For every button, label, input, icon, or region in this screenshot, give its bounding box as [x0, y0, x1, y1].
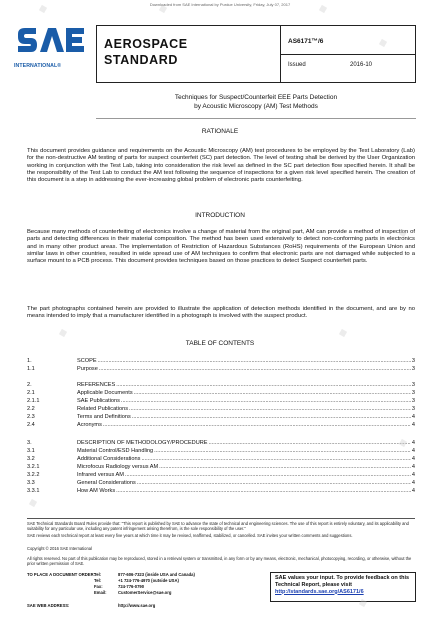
order-label: TO PLACE A DOCUMENT ORDER: [27, 572, 96, 577]
toc-entry[interactable] [27, 479, 415, 487]
toc-leader [134, 389, 411, 397]
toc-entry[interactable] [27, 487, 415, 495]
toc-entry-page: 4 [411, 448, 415, 454]
subtitle-line-1: Techniques for Suspect/Counterfeit EEE Parts Detection [174, 94, 338, 101]
toc-entry-title: Infrared versus AM [77, 472, 124, 478]
introduction-paragraph-2: The part photographs contained herein are provided to illustrate the application of detection methods identified in the document, and are by no means intended to imply that a manufacturer identified in a photograph is involved with the suspect product. [27, 306, 415, 320]
toc-entry-number: 2. [27, 382, 32, 388]
footer-copyright: Copyright © 2016 SAE International [27, 546, 92, 551]
toc-entry-title: Acronyms [77, 422, 102, 428]
toc-leader [159, 463, 411, 471]
download-notice: Downloaded from SAE International by Purdue University, Friday, July 07, 2017 [149, 2, 291, 7]
toc-entry-title: Microfocus Radiology versus AM [77, 464, 159, 470]
feedback-line-1: SAE values your input. To provide feedback on this [275, 575, 410, 581]
document-subtitle [96, 94, 416, 111]
fax-label: Fax: [94, 584, 103, 589]
footer-rights-text: All rights reserved. No part of this publication may be reproduced, stored in a retrieval system or transmitted, in any form or by any means, electronic, mechanical, photocopying, recording, or otherwise, without the prior written permission of SAE. [27, 556, 412, 566]
toc-entry-number: 2.1 [27, 390, 35, 396]
toc-leader [129, 405, 411, 413]
toc-entry-page: 3 [411, 366, 415, 372]
toc-entry-number: 1. [27, 358, 32, 364]
toc-entry-number: 3.2 [27, 456, 35, 462]
header-rule [96, 118, 416, 119]
toc-entry-title: Terms and Definitions [77, 414, 131, 420]
toc-entry[interactable] [27, 405, 415, 413]
toc-entry-title: Related Publications [77, 406, 128, 412]
toc-entry-page: 4 [411, 414, 415, 420]
toc-entry[interactable] [27, 357, 415, 365]
toc-entry-number: 1.1 [27, 366, 35, 372]
toc-leader [132, 413, 411, 421]
toc-entry-page: 4 [411, 488, 415, 494]
toc-entry-title: Applicable Documents [77, 390, 133, 396]
toc-entry-title: REFERENCES [77, 382, 116, 388]
toc-leader [141, 455, 410, 463]
footer-review-text: SAE reviews each technical report at least every five years at which time it may be revised, reaffirmed, stabilized, or cancelled. SAE invites your written comments and suggestions. [27, 533, 353, 538]
document-type-title [104, 36, 188, 68]
toc-entry-number: 3.1 [27, 448, 35, 454]
toc-entry[interactable] [27, 365, 415, 373]
toc-entry-page: 3 [411, 358, 415, 364]
toc-entry-title: Material Control/ESD Handling [77, 448, 154, 454]
toc-entry[interactable] [27, 381, 415, 389]
tel2-value[interactable]: +1 724-776-4970 (outside USA) [118, 578, 179, 583]
toc-entry-number: 2.3 [27, 414, 35, 420]
toc-entry-number: 2.1.1 [27, 398, 40, 404]
toc-entry-number: 3.3 [27, 480, 35, 486]
toc-entry-title: SCOPE [77, 358, 97, 364]
toc-entry-title: SAE Publications [77, 398, 120, 404]
footer-rule [27, 518, 415, 519]
toc-entry-title: DESCRIPTION OF METHODOLOGY/PROCEDURE [77, 440, 208, 446]
toc-leader [137, 479, 411, 487]
web-label: SAE WEB ADDRESS: [27, 603, 70, 608]
issued-label: Issued [288, 62, 306, 68]
toc-entry[interactable] [27, 447, 415, 455]
toc-entry-title: Purpose [77, 366, 98, 372]
toc-entry-page: 4 [411, 422, 415, 428]
toc-leader [125, 471, 411, 479]
toc-entry[interactable] [27, 471, 415, 479]
toc-entry[interactable] [27, 397, 415, 405]
email-label: Email: [94, 590, 107, 595]
toc-entry[interactable] [27, 421, 415, 429]
toc-entry-number: 3.2.1 [27, 464, 40, 470]
toc-entry-title: General Considerations [77, 480, 136, 486]
email-value[interactable]: CustomerService@sae.org [118, 590, 172, 595]
introduction-heading: INTRODUCTION [195, 212, 245, 219]
feedback-link[interactable]: http://standards.sae.org/AS6171/6 [275, 588, 364, 595]
title-line-1: AEROSPACE [104, 37, 188, 51]
introduction-paragraph-1: Because many methods of counterfeiting of electronics involve a change of material from the original part, AM can provide a method of inspection of parts and detecting differences in their material composition. The method has been used extensively to detect non-conforming parts in electronics and in many other product areas. The implementation of Restriction of Hazardous Substances (RoHS) requirements of the European Union and similar laws in other countries, resulted in wide spread use of AM techniques to confirm that electronic parts are not damaged while subjected to a surface mount to a PCB process. This document provides techniques based on those practices to detect Suspect counterfeit parts. [27, 229, 415, 265]
header-divider-horizontal [280, 54, 416, 55]
toc-leader [103, 421, 411, 429]
footer-rules-text: SAE Technical Standards Board Rules provide that: "This report is published by SAE to advance the state of technical and engineering sciences. The use of this report is entirely voluntary, and its applicability and suitability for any particular use, including any patent infringement arising therefrom, is the sole responsibility of the user." [27, 521, 409, 531]
toc-entry-page: 4 [411, 440, 415, 446]
toc-entry-page: 4 [411, 472, 415, 478]
toc-entry-page: 3 [411, 398, 415, 404]
toc-leader [209, 439, 411, 447]
toc-entry[interactable] [27, 463, 415, 471]
toc-leader [116, 487, 411, 495]
toc-entry-number: 2.2 [27, 406, 35, 412]
toc-entry-page: 4 [411, 456, 415, 462]
toc-entry-number: 3. [27, 440, 32, 446]
subtitle-line-2: by Acoustic Microscopy (AM) Test Methods [194, 102, 318, 110]
toc-entry-title: How AM Works [77, 488, 116, 494]
feedback-line-2: Technical Report, please visit [275, 581, 352, 588]
toc-entry[interactable] [27, 413, 415, 421]
toc-entry[interactable] [27, 389, 415, 397]
toc-leader [116, 381, 411, 389]
toc-entry[interactable] [27, 439, 415, 447]
toc-heading: TABLE OF CONTENTS [185, 340, 255, 347]
toc-entry-page: 4 [411, 480, 415, 486]
rationale-heading: RATIONALE [201, 128, 239, 135]
tel-value[interactable]: 877-606-7323 (inside USA and Canada) [118, 572, 195, 577]
toc-entry-number: 3.3.1 [27, 488, 40, 494]
toc-entry-page: 3 [411, 390, 415, 396]
toc-entry[interactable] [27, 455, 415, 463]
rationale-text: This document provides guidance and requirements on the Acoustic Microscopy (AM) test procedures to be employed by the Test Laboratory (Lab) for the non-destructive AM testing of parts for suspect counterfeit (SC) part detection. The level of testing shall be derived by the User Organization working in conjunction with the Test Lab, taking into consideration the risk level as defined in the SC part detection flow specified herein. It shall be the responsibility of the Test Lab to conduct the AM test following the sequence of inspections for a given risk level specified herein. The creation of this document is a step in addressing the ever-increasing global problem of electronic parts counterfeiting. [27, 148, 415, 184]
title-line-2: STANDARD [104, 53, 179, 67]
toc-leader [121, 397, 411, 405]
document-number: AS6171™/6 [288, 38, 324, 45]
toc-entry-number: 2.4 [27, 422, 35, 428]
toc-entry-page: 3 [411, 382, 415, 388]
toc-entry-page: 3 [411, 406, 415, 412]
web-link[interactable]: http://www.sae.org [118, 603, 156, 608]
toc-leader [99, 365, 411, 373]
toc-leader [154, 447, 411, 455]
toc-entry-page: 4 [411, 464, 415, 470]
toc-leader [98, 357, 411, 365]
issued-date: 2016-10 [350, 62, 373, 68]
tel-label: Tel: [94, 572, 102, 577]
feedback-box [270, 572, 416, 602]
tel2-label: Tel: [94, 578, 102, 583]
toc-entry-title: Additional Considerations [77, 456, 141, 462]
toc-entry-number: 3.2.2 [27, 472, 40, 478]
fax-value: 724-776-0790 [118, 584, 145, 589]
logo-subtext: INTERNATIONAL® [14, 63, 62, 69]
